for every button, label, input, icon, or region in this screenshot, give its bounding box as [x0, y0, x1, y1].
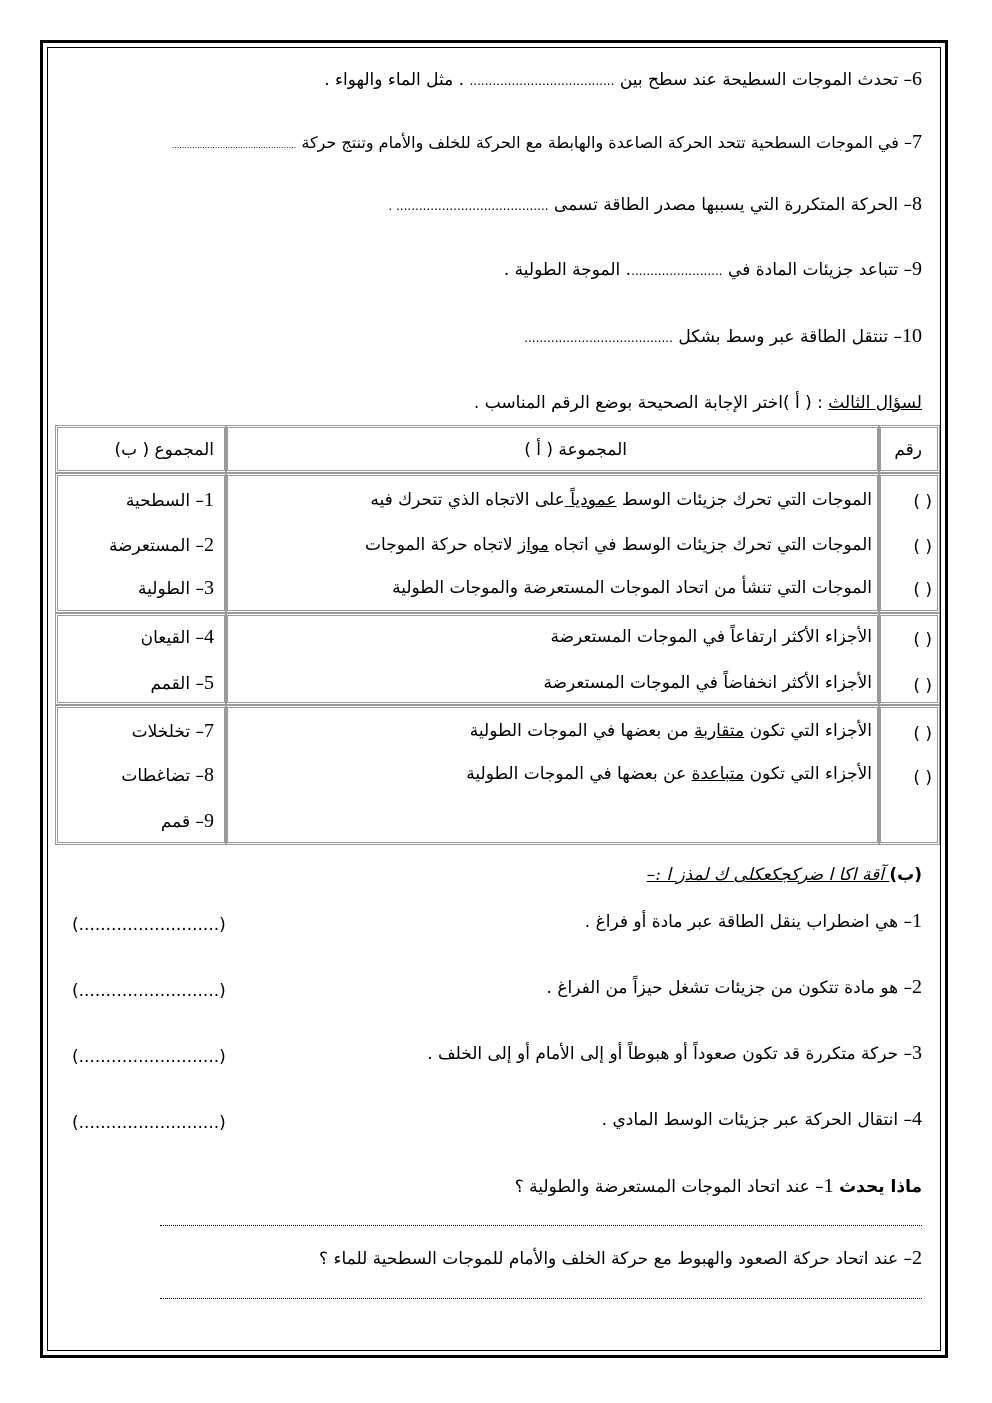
part-b-answer-4[interactable]: (..........................)	[72, 1113, 226, 1133]
option-b-1: 1– السطحية	[125, 489, 214, 511]
header-group-a: المجموعة ( أ )	[524, 440, 627, 460]
what-happens-q1: ماذا يحدث 1– عند اتحاد الموجات المستعرضة والطولية ؟	[514, 1175, 922, 1197]
answer-blank[interactable]: ( )	[913, 630, 932, 650]
row-a-1: الموجات التي تحرك جزيئات الوسط عمودياً على الاتجاه الذي تتحرك فيه	[370, 490, 872, 510]
option-b-5: 5– القمم	[150, 672, 214, 694]
question-6: 6– تحدث الموجات السطيحة عند سطح بين ...................................... . مثل الماء والهواء .	[324, 68, 922, 90]
option-b-2: 2– المستعرضة	[108, 534, 214, 556]
what-happens-q2: 2– عند اتحاد حركة الصعود والهبوط مع حركة الخلف والأمام للموجات السطحية للماء ؟	[319, 1247, 922, 1269]
answer-blank[interactable]: ( )	[913, 724, 932, 744]
option-b-9: 9– قمم	[160, 810, 214, 832]
answer-blank[interactable]: ( )	[913, 768, 932, 788]
part-b-title: (ب) آقة اكا ا ضركجكعكلى ك لمذز ا :–	[646, 865, 922, 885]
part-b-item-2: 2– هو مادة تتكون من جزيئات تشغل حيزاً من الفراغ .	[546, 976, 922, 998]
part-b-item-1: 1– هي اضطراب ينقل الطاقة عبر مادة أو فراغ .	[584, 910, 922, 932]
option-b-7: 7– تخلخلات	[131, 720, 214, 742]
row-a-2: الموجات التي تحرك جزيئات الوسط في اتجاه مواز لاتجاه حركة الموجات	[365, 535, 872, 555]
part-b-item-3: 3– حركة متكررة قد تكون صعوداً أو هبوطاً أو إلى الأمام أو إلى الخلف .	[427, 1042, 922, 1064]
header-num: رقم	[894, 440, 922, 460]
part-b-answer-1[interactable]: (..........................)	[72, 915, 226, 935]
answer-line-1[interactable]	[160, 1225, 922, 1226]
question-8: 8– الحركة المتكررة التي يسببها مصدر الطاقة تسمى ........................................ .	[388, 193, 922, 215]
option-b-8: 8– تضاغطات	[121, 764, 214, 786]
row-a-5: الأجزاء الأكثر انخفاضاً في الموجات المستعرضة	[543, 673, 872, 693]
answer-blank[interactable]: ( )	[913, 676, 932, 696]
option-b-4: 4– القيعان	[140, 626, 214, 648]
question-10: 10– تنتقل الطاقة عبر وسط بشكل .......................................	[524, 325, 922, 347]
question-7: 7– في الموجات السطحية تتحد الحركة الصاعدة والهابطة مع الحركة للخلف والأمام وتنتج حركة .................................................	[171, 131, 922, 153]
row-a-4: الأجزاء الأكثر ارتفاعاً في الموجات المستعرضة	[550, 627, 872, 647]
row-a-6: الأجزاء التي تكون متقاربة من بعضها في الموجات الطولية	[469, 721, 872, 741]
answer-line-2[interactable]	[160, 1298, 922, 1299]
part-b-answer-2[interactable]: (..........................)	[72, 981, 226, 1001]
row-a-7: الأجزاء التي تكون متباعدة عن بعضها في الموجات الطولية	[466, 764, 872, 784]
answer-blank[interactable]: ( )	[913, 492, 932, 512]
part-b-answer-3[interactable]: (..........................)	[72, 1047, 226, 1067]
header-group-b: المجموع ( ب)	[114, 440, 214, 460]
section3-title: لسؤال الثالث : ( أ )اختر الإجابة الصحيحة بوضع الرقم المناسب .	[473, 393, 922, 413]
answer-blank[interactable]: ( )	[913, 537, 932, 557]
question-9: 9– تتباعد جزيئات المادة في ......................... الموجة الطولية .	[503, 258, 922, 280]
row-a-3: الموجات التي تنشأ من اتحاد الموجات المستعرضة والموجات الطولية	[392, 578, 872, 598]
option-b-3: 3– الطولية	[138, 577, 214, 599]
answer-blank[interactable]: ( )	[913, 580, 932, 600]
part-b-item-4: 4– انتقال الحركة عبر جزيئات الوسط المادي .	[601, 1108, 922, 1130]
